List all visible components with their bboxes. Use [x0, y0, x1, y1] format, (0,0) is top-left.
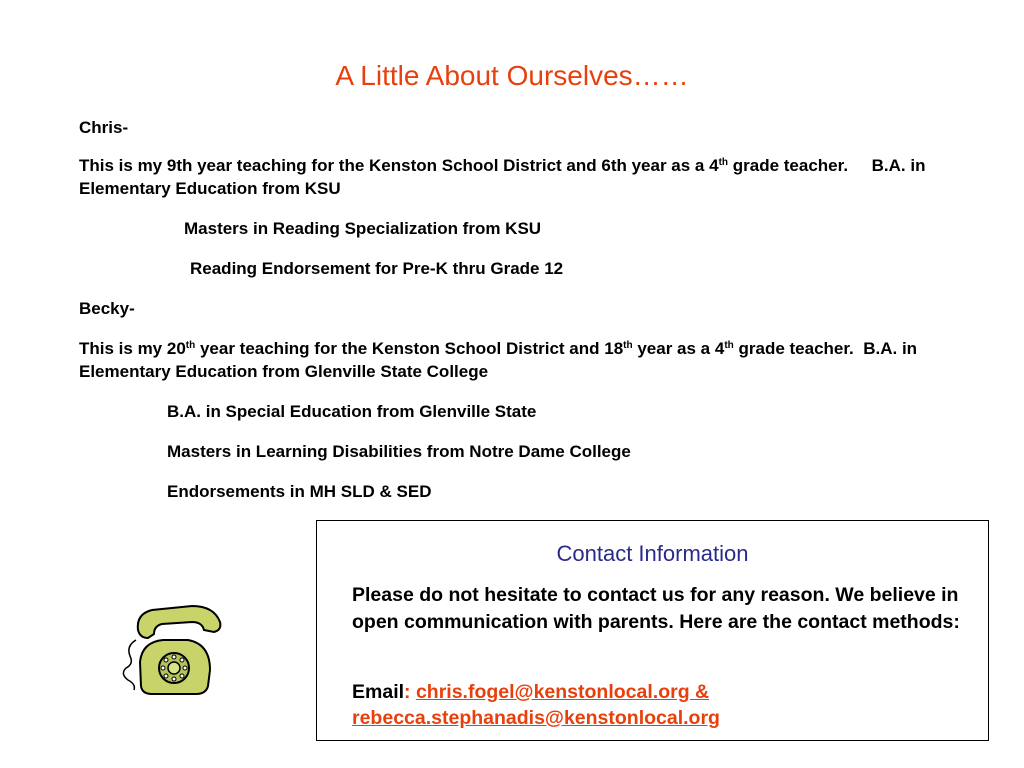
becky-name: Becky-: [79, 299, 135, 318]
contact-body: Please do not hesitate to contact us for any reason. We believe in open communication with parents. Here are the contact methods:: [352, 584, 960, 633]
chris-intro: [79, 154, 939, 200]
email-link-chris[interactable]: chris.fogel@kenstonlocal.org &: [415, 681, 710, 703]
telephone-cord: [123, 640, 136, 690]
email-label: Email: [352, 681, 405, 703]
chris-intro-sup: th: [718, 157, 729, 168]
chris-credential-2: Reading Endorsement for Pre-K thru Grade 12: [190, 259, 564, 278]
chris-credential-1: Masters in Reading Specialization from KSU: [184, 219, 542, 238]
contact-box: [316, 520, 989, 741]
becky-intro-text-a: This is my 20: [79, 339, 186, 358]
becky-intro-sup-1: th: [185, 340, 196, 351]
telephone-dial-center: [168, 662, 180, 674]
chris-intro-text-a: This is my 9th year teaching for the Kenston School District and 6th year as a 4: [79, 156, 719, 175]
email-colon: :: [404, 681, 411, 703]
becky-intro-text-d: grade teacher. B.A. in Elementary Education from Glenville State College: [79, 339, 922, 381]
telephone-icon: [118, 600, 228, 700]
chris-name: Chris-: [79, 118, 129, 137]
becky-credential-2: Masters in Learning Disabilities from Notre Dame College: [167, 442, 631, 461]
contact-email: [352, 679, 972, 731]
becky-intro-text-c: year as a 4: [632, 339, 725, 358]
telephone-handset: [138, 606, 221, 638]
becky-credential-1: B.A. in Special Education from Glenville State: [167, 402, 537, 421]
becky-credential-3: Endorsements in MH SLD & SED: [167, 482, 432, 501]
becky-intro-sup-2: th: [623, 340, 633, 351]
becky-intro-sup-3: th: [724, 340, 734, 351]
becky-intro-text-b: year teaching for the Kenston School District and 18: [195, 339, 624, 358]
chris-intro-text-b: grade teacher. B.A. in Elementary Education from KSU: [79, 156, 931, 198]
email-link-rebecca[interactable]: rebecca.stephanadis@kenstonlocal.org: [352, 707, 720, 729]
contact-title: Contact Information: [556, 541, 749, 566]
page-title: A Little About Ourselves……: [335, 60, 689, 91]
becky-intro: [79, 337, 939, 383]
